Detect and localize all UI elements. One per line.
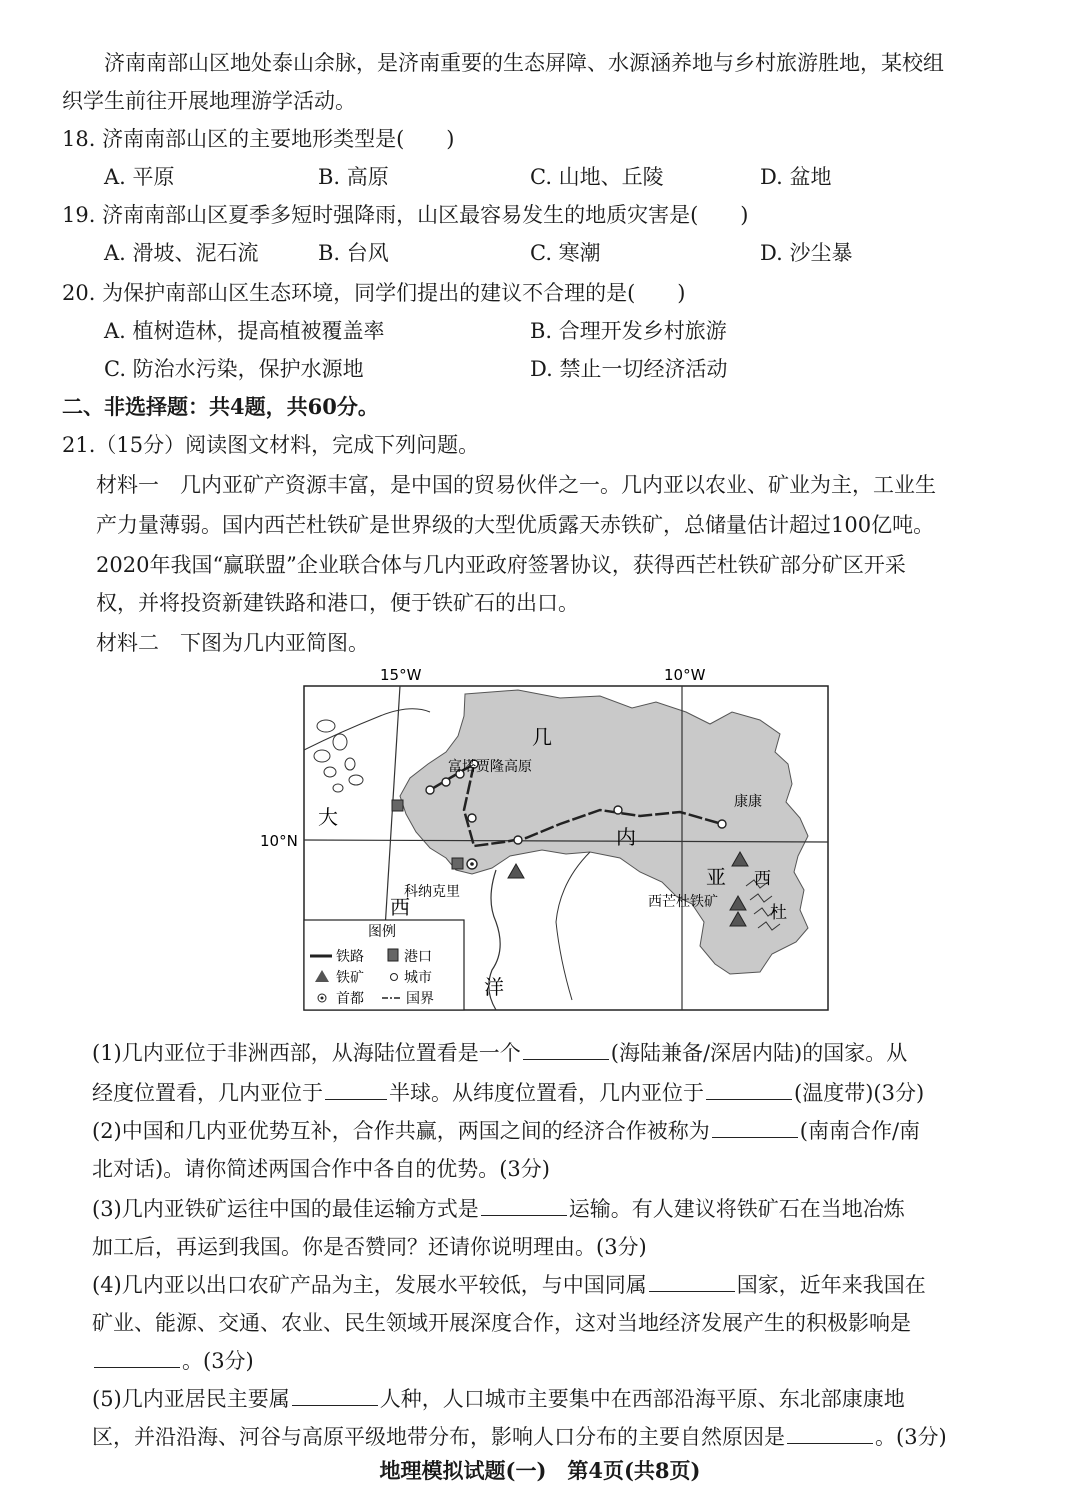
material-2-caption: 材料二 下图为几内亚简图。 bbox=[96, 631, 369, 655]
label-ocean-2: 西 bbox=[390, 895, 410, 919]
sub-question-1-line-1: (1)几内亚位于非洲西部，从海陆位置看是一个 (海陆兼备/深居内陆)的国家。从 bbox=[92, 1041, 908, 1065]
sub-question-4-line-2: 矿业、能源、交通、农业、民生领域开展深度合作，这对当地经济发展产生的积极影响是 bbox=[92, 1311, 911, 1335]
label-10w: 10°W bbox=[664, 666, 706, 684]
map-legend bbox=[304, 920, 464, 1010]
q20-option-c: C. 防治水污染，保护水源地 bbox=[104, 357, 364, 381]
q19-option-b: B. 台风 bbox=[318, 241, 389, 265]
q19-stem: 19. 济南南部山区夏季多短时强降雨，山区最容易发生的地质灾害是( ) bbox=[62, 203, 749, 227]
q18-option-a: A. 平原 bbox=[104, 165, 175, 189]
sub-question-2-line-2: 北对话)。请你简述两国合作中各自的优势。(3分) bbox=[92, 1157, 550, 1181]
sub-question-5-line-2: 区，并沿沿海、河谷与高原平级地带分布，影响人口分布的主要自然原因是 。(3分) bbox=[92, 1425, 947, 1449]
city-marker bbox=[426, 786, 434, 794]
city-marker bbox=[614, 806, 622, 814]
q19-option-a: A. 滑坡、泥石流 bbox=[104, 241, 259, 265]
legend-city: 城市 bbox=[404, 970, 432, 986]
capital-dot bbox=[470, 862, 474, 866]
q19-option-d: D. 沙尘暴 bbox=[760, 241, 853, 265]
label-15w: 15°W bbox=[380, 666, 422, 684]
answer-blank[interactable] bbox=[523, 1039, 609, 1060]
intro-line-1: 济南南部山区地处泰山余脉，是济南重要的生态屏障、水源涵养地与乡村旅游胜地，某校组 bbox=[104, 51, 944, 75]
q18-option-c: C. 山地、丘陵 bbox=[530, 165, 664, 189]
label-simandou-char-2: 杜 bbox=[770, 903, 787, 923]
q18-option-d: D. 盆地 bbox=[760, 165, 832, 189]
sub-question-4-line-3: 。(3分) bbox=[92, 1342, 254, 1380]
sub-question-2-line-1: (2)中国和几内亚优势互补，合作共赢，两国之间的经济合作被称为 (南南合作/南 bbox=[92, 1119, 921, 1143]
q19-option-c: C. 寒潮 bbox=[530, 241, 601, 265]
answer-blank[interactable] bbox=[787, 1423, 873, 1444]
city-marker-kankan bbox=[718, 820, 726, 828]
q18-option-b: B. 高原 bbox=[318, 165, 389, 189]
label-ocean-1: 大 bbox=[318, 805, 338, 829]
label-conakry: 科纳克里 bbox=[404, 884, 460, 900]
label-kankan: 康康 bbox=[734, 794, 762, 810]
sub-question-1-line-2: 经度位置看，几内亚位于 半球。从纬度位置看，几内亚位于 (温度带)(3分) bbox=[92, 1081, 925, 1105]
material-1-line-3: 2020年我国“赢联盟”企业联合体与几内亚政府签署协议，获得西芒杜铁矿部分矿区开采 bbox=[96, 553, 906, 577]
label-country-1: 几 bbox=[532, 725, 552, 749]
label-country-3: 亚 bbox=[706, 865, 726, 889]
legend-port: 港口 bbox=[404, 949, 432, 965]
answer-blank[interactable] bbox=[649, 1271, 735, 1292]
legend-city-symbol bbox=[391, 974, 398, 981]
q20-option-d: D. 禁止一切经济活动 bbox=[530, 357, 728, 381]
page-footer: 地理模拟试题(一) 第4页(共8页) bbox=[379, 1458, 701, 1483]
city-marker bbox=[442, 778, 450, 786]
sub-question-5-line-1: (5)几内亚居民主要属 人种，人口城市主要集中在西部沿海平原、东北部康康地 bbox=[92, 1387, 905, 1411]
q20-stem: 20. 为保护南部山区生态环境，同学们提出的建议不合理的是( ) bbox=[62, 281, 686, 305]
legend-iron: 铁矿 bbox=[336, 970, 364, 986]
answer-blank[interactable] bbox=[325, 1079, 387, 1100]
legend-capital: 首都 bbox=[336, 991, 364, 1007]
answer-blank[interactable] bbox=[706, 1079, 792, 1100]
legend-port-symbol bbox=[388, 949, 398, 961]
city-marker bbox=[468, 814, 476, 822]
answer-blank[interactable] bbox=[712, 1117, 798, 1138]
q20-option-b: B. 合理开发乡村旅游 bbox=[530, 319, 727, 343]
sub-question-3-line-1: (3)几内亚铁矿运往中国的最佳运输方式是 运输。有人建议将铁矿石在当地冶炼 bbox=[92, 1197, 905, 1221]
label-country-2: 内 bbox=[616, 825, 636, 849]
material-1-line-2: 产力量薄弱。国内西芒杜铁矿是世界级的大型优质露天赤铁矿，总储量估计超过100亿吨。 bbox=[96, 513, 935, 537]
port-marker bbox=[392, 800, 403, 811]
label-simandou-char-1: 西 bbox=[754, 869, 771, 889]
answer-blank[interactable] bbox=[292, 1385, 378, 1406]
label-simandou: 西芒杜铁矿 bbox=[648, 894, 718, 910]
intro-line-2: 织学生前往开展地理游学活动。 bbox=[62, 89, 356, 113]
sub-question-3-line-2: 加工后，再运到我国。你是否赞同？还请你说明理由。(3分) bbox=[92, 1235, 647, 1259]
material-1-line-4: 权，并将投资新建铁路和港口，便于铁矿石的出口。 bbox=[96, 591, 579, 615]
legend-border: 国界 bbox=[406, 991, 434, 1007]
label-ocean-3: 洋 bbox=[484, 975, 504, 999]
section-2-heading: 二、非选择题：共4题，共60分。 bbox=[62, 394, 379, 419]
answer-blank[interactable] bbox=[94, 1347, 180, 1368]
q18-stem: 18. 济南南部山区的主要地形类型是( ) bbox=[62, 127, 455, 151]
q21-stem: 21.（15分）阅读图文材料，完成下列问题。 bbox=[62, 433, 480, 457]
city-marker bbox=[514, 836, 522, 844]
q20-option-a: A. 植树造林，提高植被覆盖率 bbox=[104, 319, 385, 343]
port-marker bbox=[452, 858, 463, 869]
label-10n: 10°N bbox=[260, 832, 298, 850]
answer-blank[interactable] bbox=[481, 1195, 567, 1216]
material-1-line-1: 材料一 几内亚矿产资源丰富，是中国的贸易伙伴之一。几内亚以农业、矿业为主，工业生 bbox=[96, 473, 936, 497]
sub-question-4-line-1: (4)几内亚以出口农矿产品为主，发展水平较低，与中国同属 国家，近年来我国在 bbox=[92, 1273, 926, 1297]
legend-railway: 铁路 bbox=[336, 949, 364, 965]
guinea-map bbox=[260, 660, 840, 1020]
label-fouta-djallon: 富塔贾隆高原 bbox=[448, 759, 532, 775]
legend-title: 图例 bbox=[368, 924, 396, 940]
